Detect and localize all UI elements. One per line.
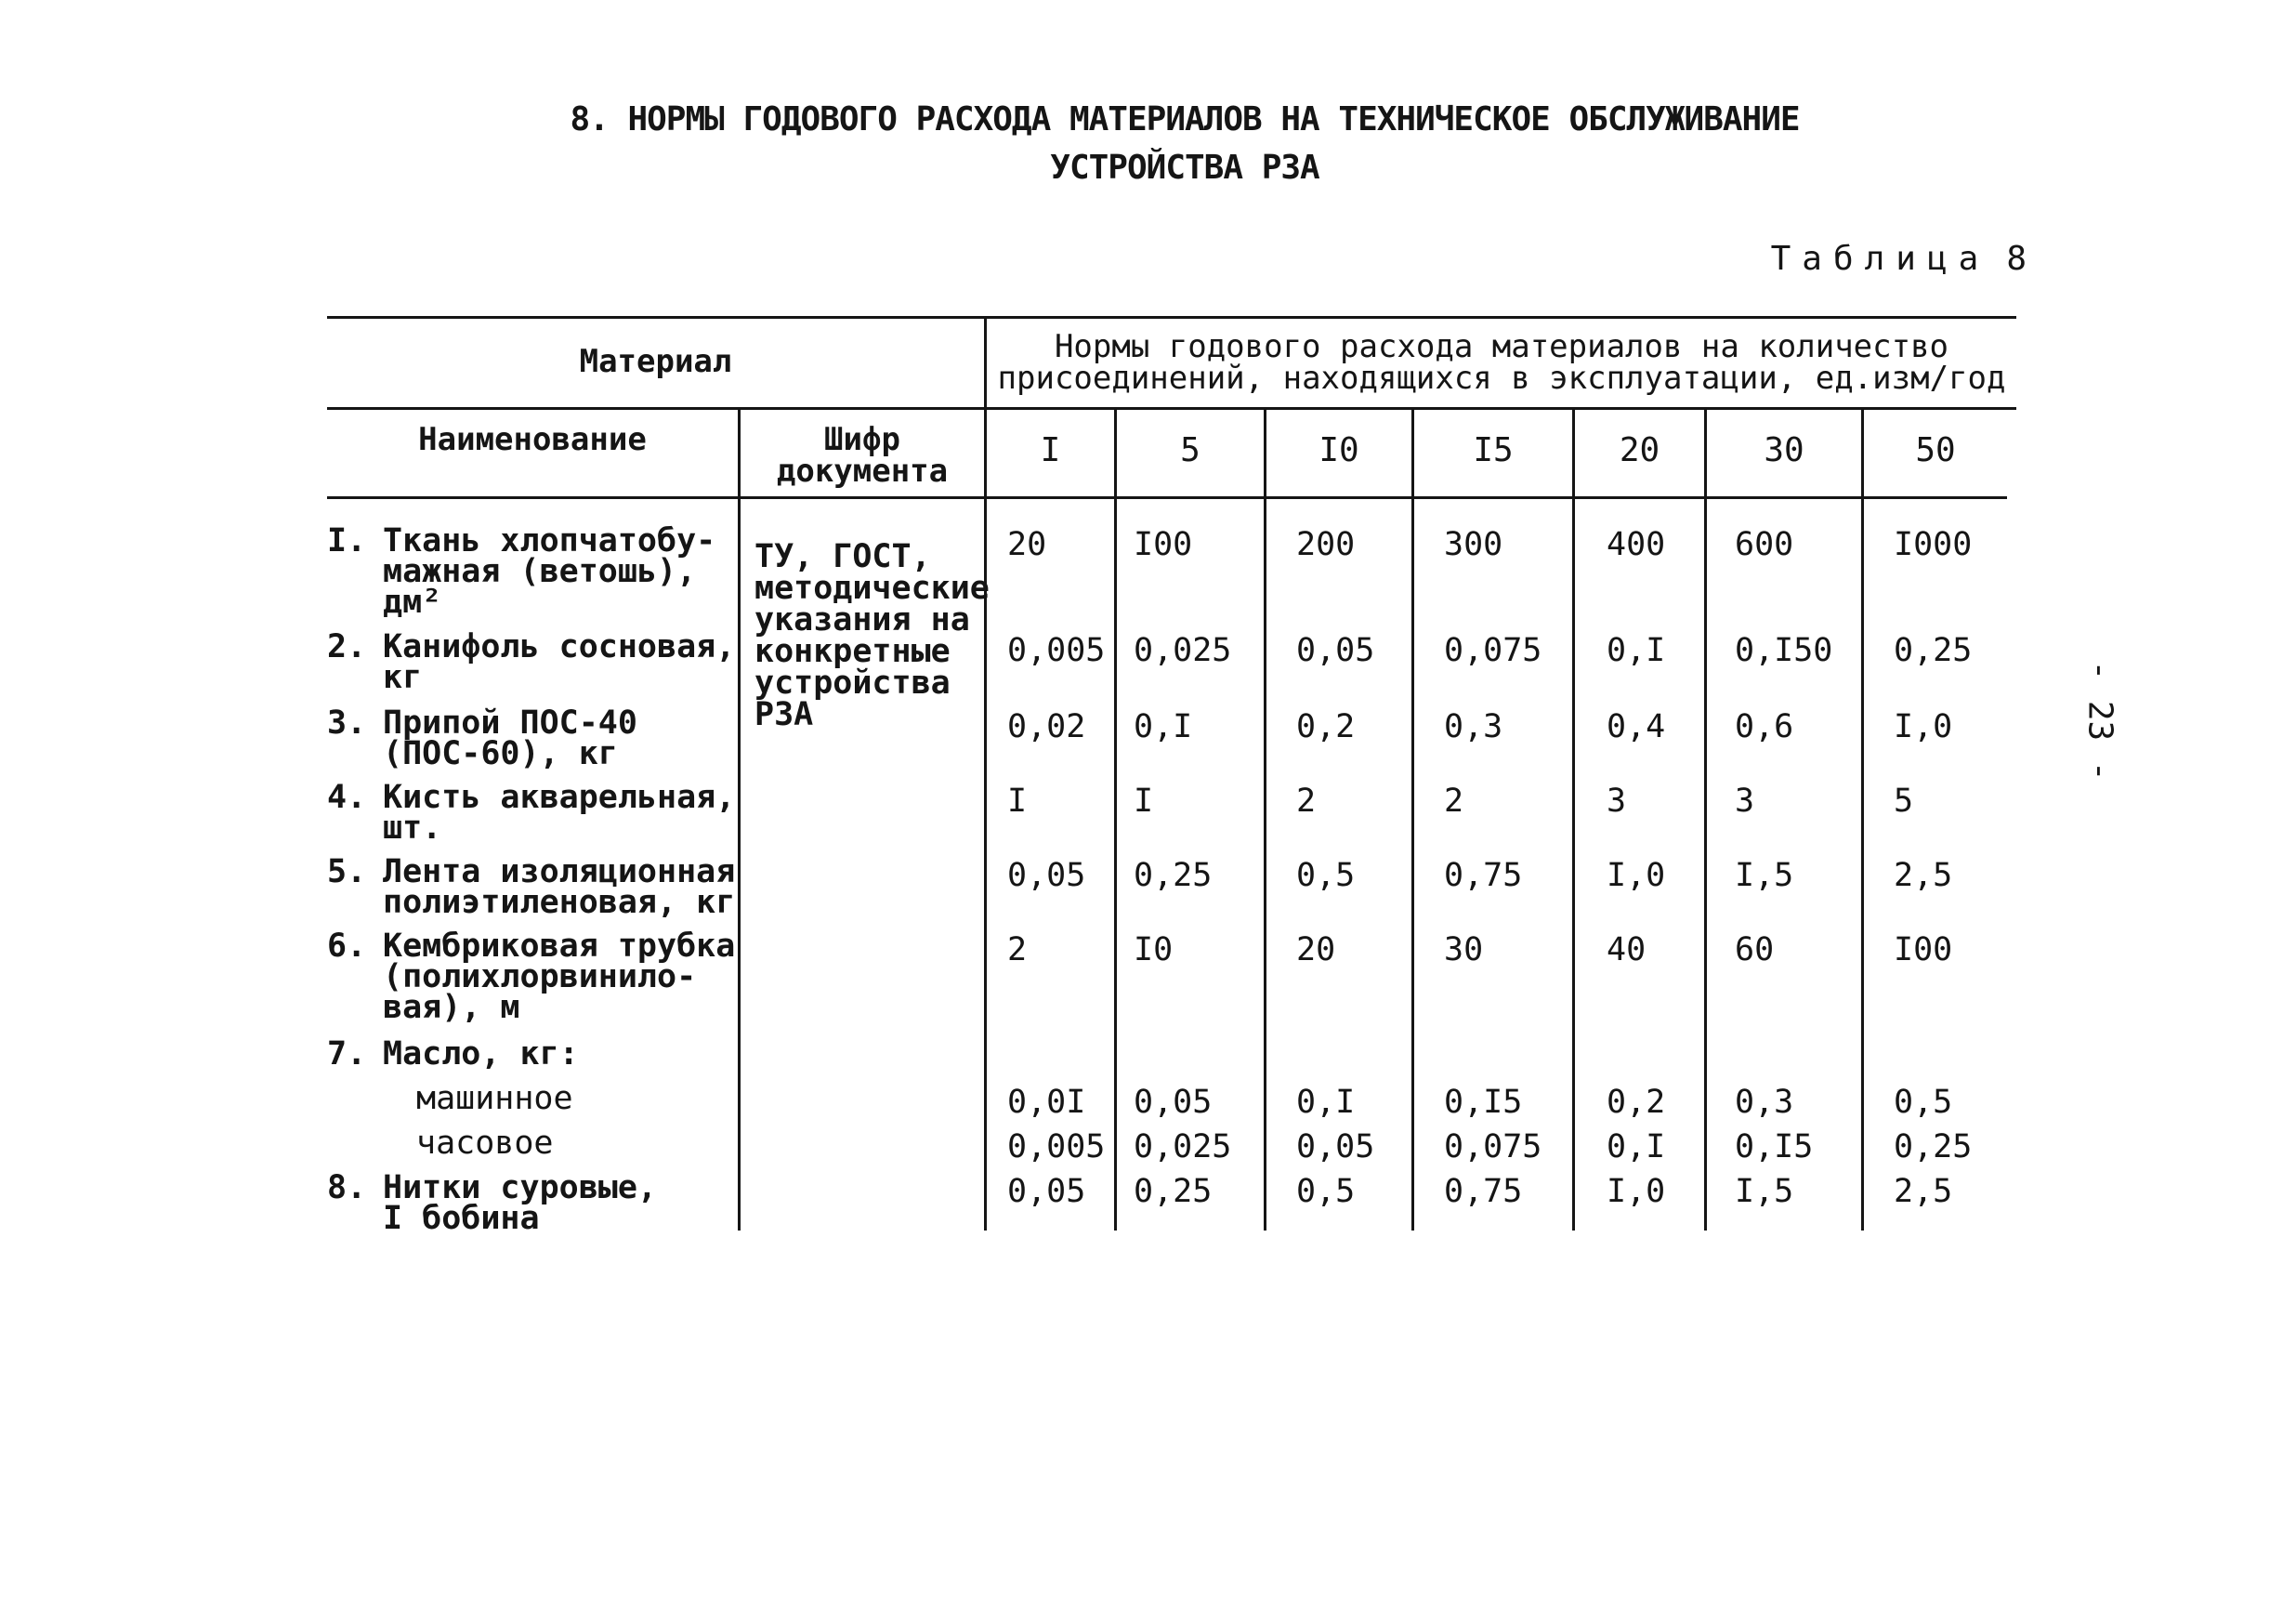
value-cell: 20 — [1007, 526, 1047, 563]
value-cell: 0,6 — [1735, 708, 1794, 745]
material-name — [327, 522, 716, 621]
material-name-line: вая), м — [383, 989, 520, 1026]
value-cell: 0,3 — [1444, 708, 1503, 745]
value-cell: 0,005 — [1007, 632, 1106, 669]
material-name-line: Канифоль сосновая, — [383, 628, 736, 665]
row-number: 4. — [327, 779, 367, 816]
value-cell: I000 — [1894, 526, 1973, 563]
value-cell: 0,I — [1607, 632, 1666, 669]
header-norms-line2: присоединений, находящихся в эксплуатации, ед.изм/год — [997, 360, 2006, 397]
value-cell: 0,I — [1296, 1084, 1356, 1121]
material-name-line: Припой ПОС-40 — [383, 704, 637, 742]
value-cell: 0,5 — [1296, 857, 1356, 894]
value-cell: 0,075 — [1444, 1128, 1542, 1165]
value-cell: 2,5 — [1894, 1173, 1953, 1210]
material-name-line: мажная (ветошь), — [383, 553, 697, 590]
row-number: 3. — [327, 704, 367, 742]
value-cell: I,0 — [1894, 708, 1953, 745]
value-cell: 0,025 — [1134, 632, 1232, 669]
header-norms-line1: Нормы годового расхода материалов на количество — [1054, 328, 1949, 365]
value-cell: I00 — [1894, 931, 1953, 968]
value-cell: 0,I — [1134, 708, 1193, 745]
row-number: I. — [327, 522, 367, 559]
value-cell: 0,05 — [1296, 632, 1375, 669]
value-cell: 0,2 — [1296, 708, 1356, 745]
header-norms — [987, 328, 2016, 397]
value-cell: I,0 — [1607, 1173, 1666, 1210]
column-header: 20 — [1619, 431, 1660, 469]
header-code-line1: Шифр — [824, 421, 900, 458]
value-cell: 0,25 — [1894, 1128, 1973, 1165]
value-cell: 0,05 — [1134, 1084, 1213, 1121]
value-cell: 200 — [1296, 526, 1356, 563]
table-number: 8 — [2006, 240, 2027, 278]
value-cell: 0,0I — [1007, 1084, 1086, 1121]
column-divider — [738, 409, 741, 1231]
value-cell: 2,5 — [1894, 857, 1953, 894]
column-header: I5 — [1473, 431, 1514, 469]
material-name — [416, 1080, 573, 1117]
value-cell: 60 — [1735, 931, 1775, 968]
material-name-line: Лента изоляционная — [383, 853, 736, 890]
value-cell: 0,05 — [1296, 1128, 1375, 1165]
value-cell: 0,3 — [1735, 1084, 1794, 1121]
material-name — [416, 1125, 554, 1162]
material-name — [327, 1035, 579, 1073]
value-cell: 2 — [1007, 931, 1028, 968]
value-cell: 0,I — [1607, 1128, 1666, 1165]
value-cell: I00 — [1134, 526, 1193, 563]
column-divider — [1572, 409, 1575, 1231]
document-code-cell: ТУ, ГОСТ, методические указания на конкретные устройства РЗА — [754, 538, 990, 733]
column-header: 50 — [1915, 431, 1956, 469]
document-title-line2: УСТРОЙСТВА РЗА — [1050, 149, 1319, 187]
value-cell: I — [1134, 783, 1154, 820]
row-number: 6. — [327, 928, 367, 965]
row-number: 5. — [327, 853, 367, 890]
material-name-line: машинное — [416, 1080, 573, 1117]
value-cell: 0,I5 — [1444, 1084, 1523, 1121]
page-number: - 23 - — [2080, 660, 2119, 782]
material-name — [327, 628, 736, 696]
material-name-line: часовое — [416, 1125, 554, 1162]
value-cell: 0,075 — [1444, 632, 1542, 669]
value-cell: 0,I50 — [1735, 632, 1833, 669]
value-cell: 0,5 — [1894, 1084, 1953, 1121]
value-cell: 5 — [1894, 783, 1914, 820]
material-name-line: шт. — [383, 810, 442, 847]
header-name: Наименование — [418, 421, 647, 458]
table-label — [1771, 240, 2027, 278]
value-cell: 0,05 — [1007, 1173, 1086, 1210]
value-cell: I,0 — [1607, 857, 1666, 894]
material-name-line: (полихлорвинило- — [383, 958, 697, 995]
column-divider — [1861, 409, 1864, 1231]
material-name-line: Кембриковая трубка — [383, 928, 736, 965]
value-cell: 0,I5 — [1735, 1128, 1814, 1165]
document-title-line1: 8. НОРМЫ ГОДОВОГО РАСХОДА МАТЕРИАЛОВ НА ТЕХНИЧЕСКОЕ ОБСЛУЖИВАНИЕ — [570, 100, 1800, 138]
value-cell: 40 — [1607, 931, 1647, 968]
row-number: 7. — [327, 1035, 367, 1073]
material-name-line: дм² — [383, 584, 442, 621]
value-cell: 2 — [1296, 783, 1317, 820]
value-cell: 400 — [1607, 526, 1666, 563]
value-cell: 0,75 — [1444, 857, 1523, 894]
value-cell: 20 — [1296, 931, 1336, 968]
value-cell: 2 — [1444, 783, 1464, 820]
material-name-line: Кисть акварельная, — [383, 779, 736, 816]
material-name-line: I бобина — [383, 1200, 540, 1237]
column-divider — [1114, 409, 1117, 1231]
column-divider — [1264, 409, 1266, 1231]
value-cell: 0,025 — [1134, 1128, 1232, 1165]
header-divider-rule — [327, 407, 2016, 410]
material-name — [327, 1169, 658, 1237]
value-cell: 3 — [1607, 783, 1627, 820]
value-cell: 0,2 — [1607, 1084, 1666, 1121]
value-cell: I — [1007, 783, 1028, 820]
material-name-line: Нитки суровые, — [383, 1169, 658, 1206]
table-top-rule — [327, 316, 2016, 319]
material-name-line: (ПОС-60), кг — [383, 735, 618, 772]
value-cell: 3 — [1735, 783, 1755, 820]
value-cell: 0,05 — [1007, 857, 1086, 894]
material-name — [327, 779, 736, 847]
value-cell: 0,4 — [1607, 708, 1666, 745]
column-header: I — [1040, 431, 1061, 469]
header-code — [741, 421, 984, 490]
value-cell: 0,25 — [1134, 1173, 1213, 1210]
value-cell: I0 — [1134, 931, 1174, 968]
column-header: 30 — [1764, 431, 1804, 469]
value-cell: 600 — [1735, 526, 1794, 563]
value-cell: I,5 — [1735, 1173, 1794, 1210]
value-cell: 0,25 — [1894, 632, 1973, 669]
material-name — [327, 928, 736, 1026]
material-name-line: Ткань хлопчатобу- — [383, 522, 716, 559]
header-material: Материал — [579, 343, 732, 380]
value-cell: 0,75 — [1444, 1173, 1523, 1210]
value-cell: 0,02 — [1007, 708, 1086, 745]
value-cell: 0,5 — [1296, 1173, 1356, 1210]
value-cell: I,5 — [1735, 857, 1794, 894]
value-cell: 300 — [1444, 526, 1503, 563]
row-number: 8. — [327, 1169, 367, 1206]
material-name-line: Масло, кг: — [383, 1035, 579, 1073]
header-code-line2: документа — [776, 453, 949, 490]
column-header: 5 — [1180, 431, 1200, 469]
material-name — [327, 853, 736, 921]
material-name-line: полиэтиленовая, кг — [383, 884, 736, 921]
value-cell: 0,25 — [1134, 857, 1213, 894]
column-header: I0 — [1319, 431, 1359, 469]
header-bottom-rule — [327, 496, 2007, 499]
material-name — [327, 704, 637, 772]
column-divider — [1704, 409, 1707, 1231]
value-cell: 30 — [1444, 931, 1484, 968]
material-name-line: кг — [383, 659, 423, 696]
value-cell: 0,005 — [1007, 1128, 1106, 1165]
row-number: 2. — [327, 628, 367, 665]
table-label-text: Таблица — [1770, 240, 1990, 278]
column-divider — [1411, 409, 1414, 1231]
